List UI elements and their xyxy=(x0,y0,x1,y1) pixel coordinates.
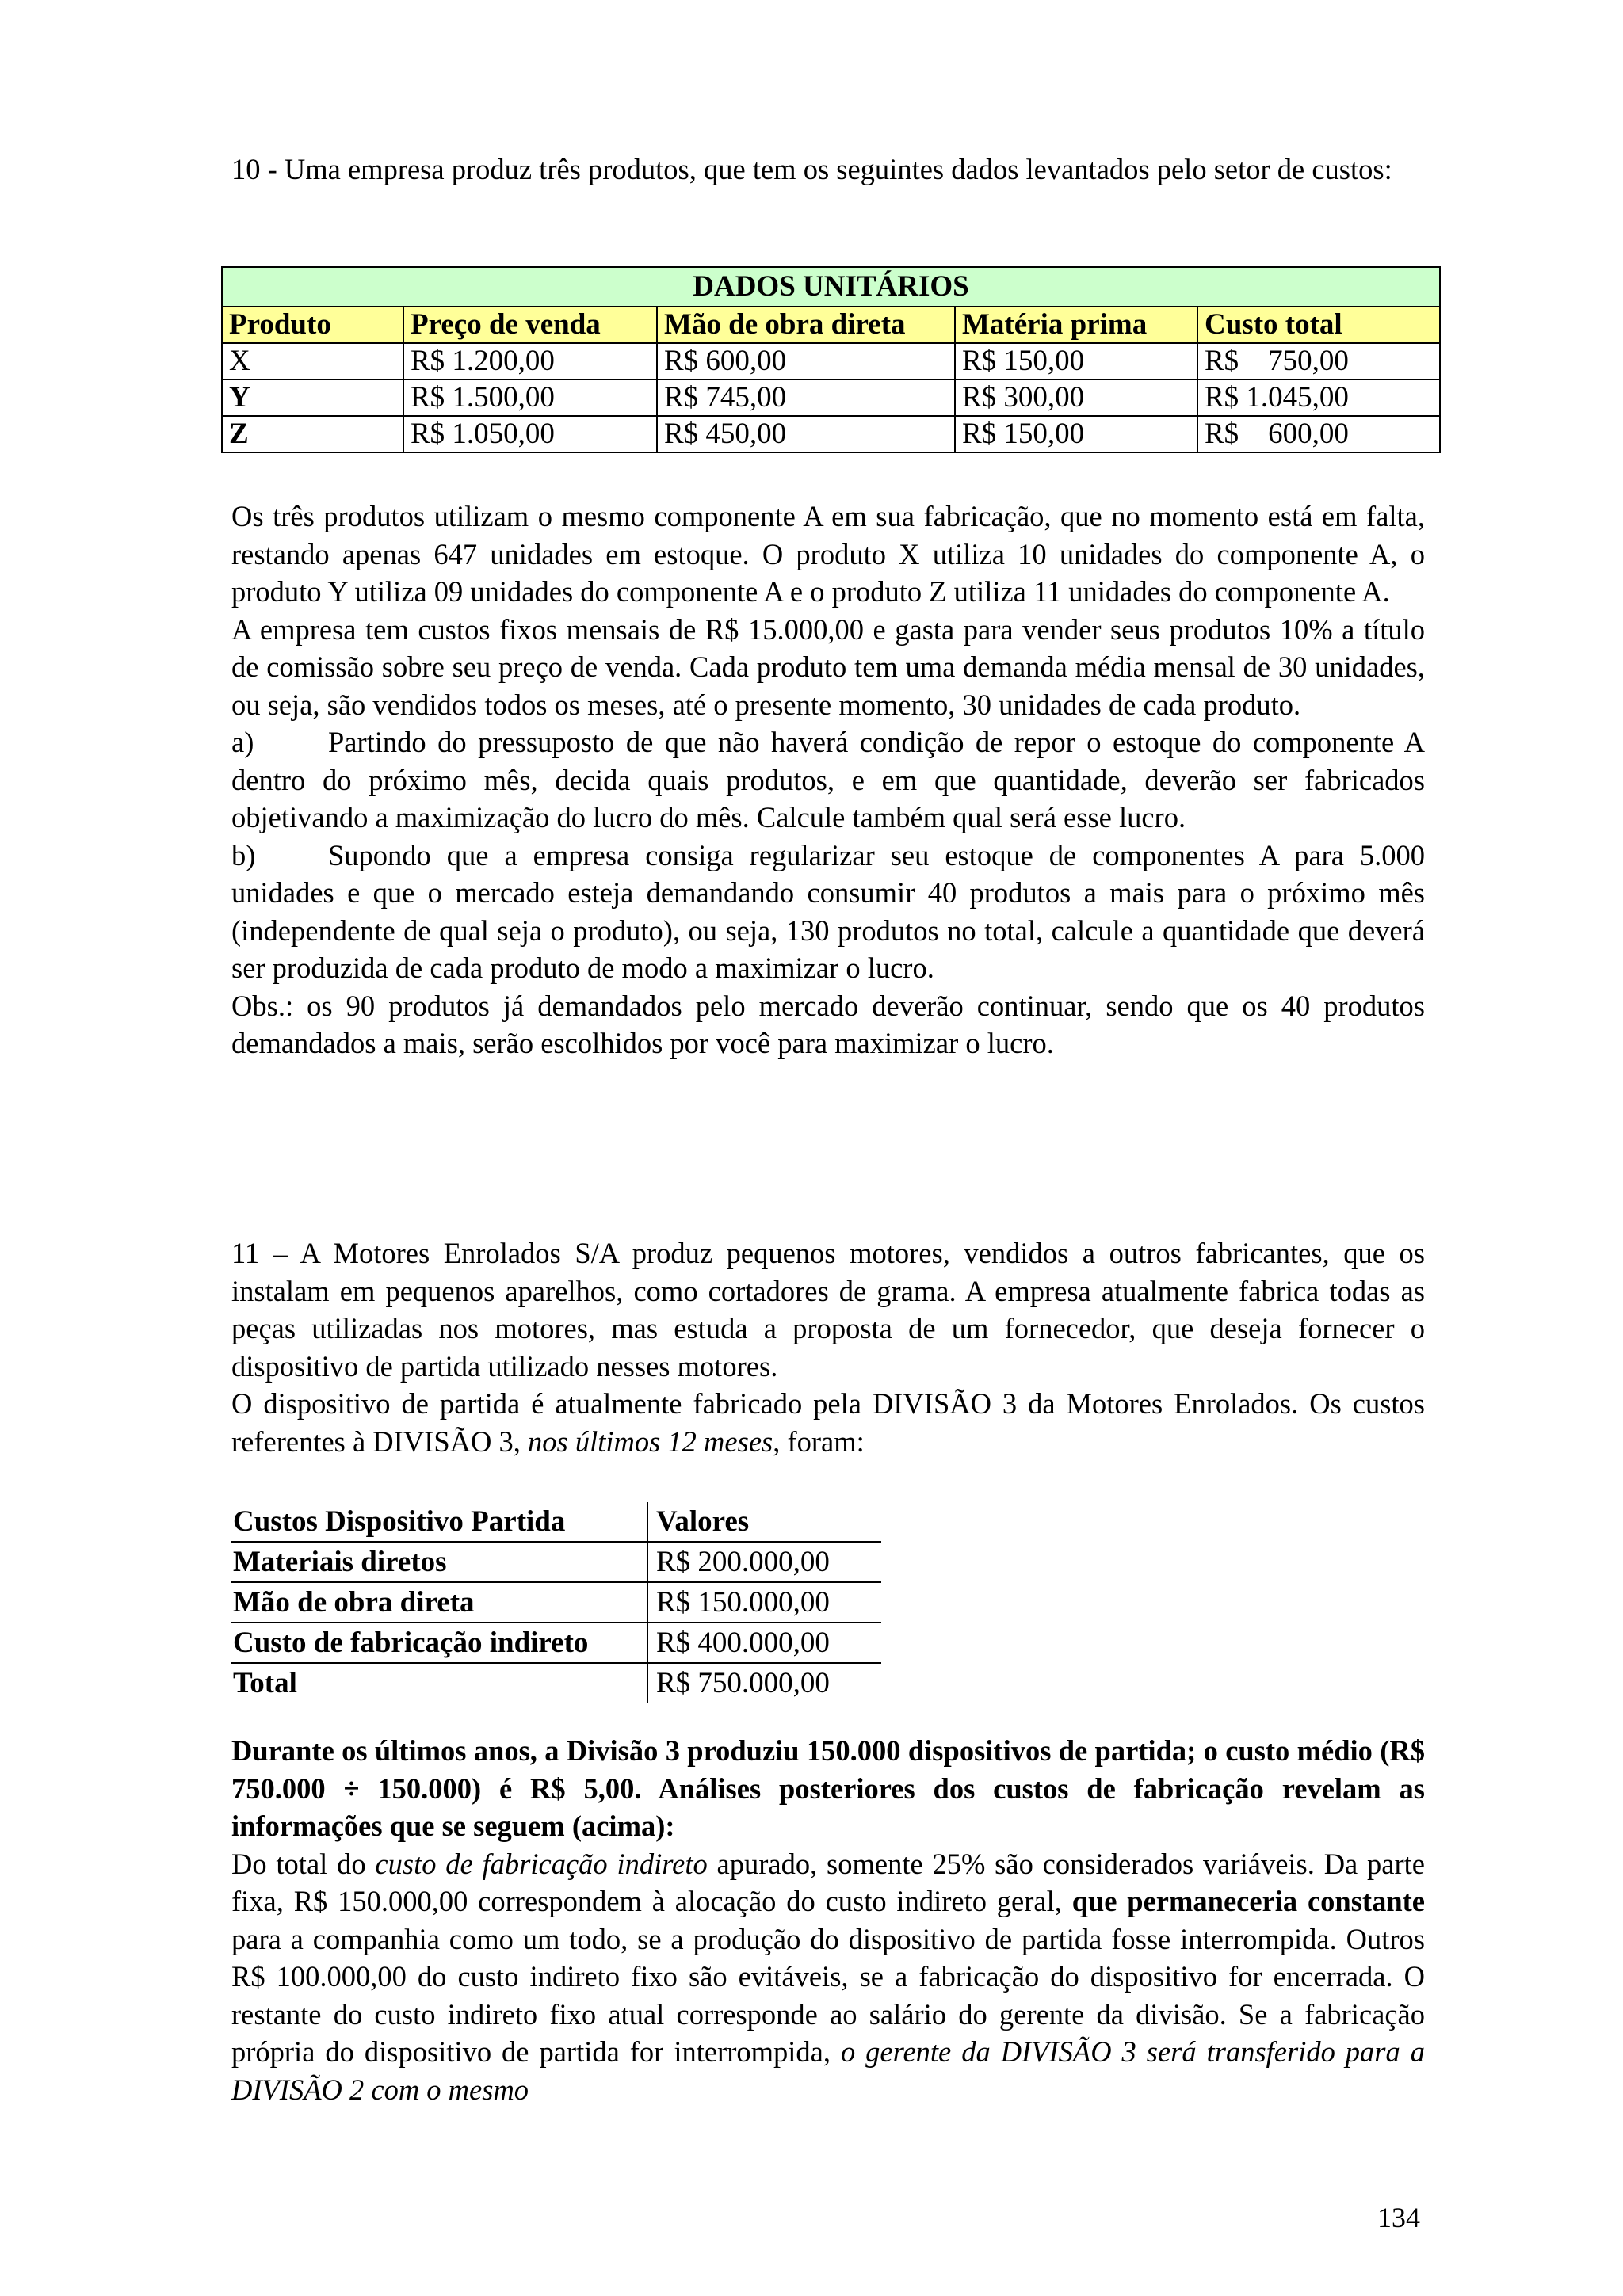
table-row xyxy=(222,379,1440,416)
table-row xyxy=(222,343,1440,379)
row-label: Materiais diretos xyxy=(231,1542,647,1582)
q10-item-a xyxy=(231,723,1425,837)
header-produto: Produto xyxy=(222,307,403,343)
cell-produto: Y xyxy=(222,379,403,416)
cell-produto: X xyxy=(222,343,403,379)
header-preco-venda: Preço de venda xyxy=(403,307,657,343)
q10-item-b xyxy=(231,837,1425,987)
q10-intro-block xyxy=(231,151,1425,189)
q10-intro: 10 - Uma empresa produz três produtos, que tem os seguintes dados levantados pelo setor de custos: xyxy=(231,153,1392,185)
cell: R$ 1.200,00 xyxy=(403,343,657,379)
p3-italic-end: o gerente da DIVISÃO 3 será transferido para a DIVISÃO 2 com o mesmo xyxy=(231,2035,1425,2106)
cell: R$ 150,00 xyxy=(955,343,1197,379)
item-a-label: a) xyxy=(231,726,254,758)
p3-bold: que permaneceria constante xyxy=(1071,1885,1425,1917)
table-title: DADOS UNITÁRIOS xyxy=(222,267,1440,307)
item-a-text: Partindo do pressuposto de que não haverá condição de repor o estoque do componente A dentro do próximo mês, decida quais produtos, e em que quantidade, deverão ser fabricados objetivando a maximização do lucro do mês. Calcule também qual será esse lucro. xyxy=(231,726,1425,833)
q10-body xyxy=(231,498,1425,1062)
table-row xyxy=(231,1582,881,1623)
cell: R$ 1.045,00 xyxy=(1197,379,1440,416)
cell: R$ 1.050,00 xyxy=(403,416,657,452)
row-value: R$ 200.000,00 xyxy=(647,1542,881,1582)
dados-unitarios-table xyxy=(221,266,1441,453)
cell: R$ 745,00 xyxy=(657,379,955,416)
cell-produto: Z xyxy=(222,416,403,452)
header-custo-total: Custo total xyxy=(1197,307,1440,343)
table-row xyxy=(222,416,1440,452)
table-row xyxy=(231,1663,881,1703)
q11-paragraph-1: 11 – A Motores Enrolados S/A produz pequenos motores, vendidos a outros fabricantes, que os instalam em pequenos aparelhos, como cortadores de grama. A empresa atualmente fabrica todas as peças utilizadas nos motores, mas estuda a proposta de um fornecedor, que deseja fornecer o dispositivo de partida utilizado nesses motores. xyxy=(231,1237,1425,1383)
q11-p2-italic: nos últimos 12 meses xyxy=(527,1425,773,1458)
header-custos: Custos Dispositivo Partida xyxy=(231,1502,647,1542)
table-header-row xyxy=(222,307,1440,343)
table-row xyxy=(231,1542,881,1582)
cell: R$ 600,00 xyxy=(657,343,955,379)
row-value: R$ 750.000,00 xyxy=(656,1667,830,1699)
q10-paragraph-1: Os três produtos utilizam o mesmo componente A em sua fabricação, que no momento está em falta, restando apenas 647 unidades em estoque. O produto X utiliza 10 unidades do componente A, o produto Y utiliza 09 unidades do componente A e o produto Z utiliza 11 unidades do componente A. xyxy=(231,500,1425,608)
table-row xyxy=(231,1623,881,1663)
q11-bold-text: Durante os últimos anos, a Divisão 3 produziu 150.000 dispositivos de partida; o custo médio (R$ 750.000 ÷ 150.000) é R$ 5,00. Análises posteriores dos custos de fabricação revelam as informações que se seguem (acima): xyxy=(231,1734,1425,1842)
header-mao-obra: Mão de obra direta xyxy=(657,307,955,343)
row-label: Total xyxy=(231,1663,647,1703)
q11-body xyxy=(231,1732,1425,2108)
cell: R$ 450,00 xyxy=(657,416,955,452)
q11-paragraph-3 xyxy=(231,1845,1425,2109)
q10-paragraph-2: A empresa tem custos fixos mensais de R$ 15.000,00 e gasta para vender seus produtos 10% a título de comissão sobre seu preço de venda. Cada produto tem uma demanda média mensal de 30 unidades, ou seja, são vendidos todos os meses, até o presente momento, 30 unidades de cada produto. xyxy=(231,612,1425,721)
page-number: 134 xyxy=(1377,2202,1420,2233)
header-materia-prima: Matéria prima xyxy=(955,307,1197,343)
item-b-label: b) xyxy=(231,838,256,871)
p3-c: apurado, somente 25% são considerados variáveis. Da parte fixa, R$ 150.000,00 correspondem à alocação do custo indireto geral, xyxy=(231,1847,1426,1917)
q11-p2-text: O dispositivo de partida é atualmente fabricado pela DIVISÃO 3 da Motores Enrolados. Os custos referentes à DIVISÃO 3, xyxy=(231,1387,1425,1458)
row-label: Mão de obra direta xyxy=(231,1582,647,1623)
p3-e: para a companhia como um todo, se a produção do dispositivo de partida fosse interrompida. Outros R$ 100.000,00 do custo indireto fixo são evitáveis, se a fabricação do dispositivo for encerrada. O restante do custo indireto fixo atual corresponde ao salário do gerente da divisão. Se a fabricação própria do dispositivo de partida for interrompida, xyxy=(231,1922,1425,2068)
p3-a: Do total do xyxy=(231,1847,376,1880)
p3-italic: custo de fabricação indireto xyxy=(375,1847,708,1880)
cell: R$ 150,00 xyxy=(955,416,1197,452)
row-value: R$ 400.000,00 xyxy=(647,1623,881,1663)
cell: R$ 1.500,00 xyxy=(403,379,657,416)
item-b-text: Supondo que a empresa consiga regularizar seu estoque de componentes A para 5.000 unidades e que o mercado esteja demandando consumir 40 produtos a mais para o próximo mês (independente de qual seja o produto), ou seja, 130 produtos no total, calcule a quantidade que deverá ser produzida de cada produto de modo a maximizar o lucro. xyxy=(231,838,1425,984)
q11-p2-end: , foram: xyxy=(773,1425,865,1458)
custos-dispositivo-table xyxy=(231,1502,881,1703)
q11-bold-paragraph xyxy=(231,1732,1425,1845)
row-value: R$ 150.000,00 xyxy=(647,1582,881,1623)
header-valores: Valores xyxy=(647,1502,881,1542)
q11-paragraph-2 xyxy=(231,1385,1425,1460)
q10-obs: Obs.: os 90 produtos já demandados pelo mercado deverão continuar, sendo que os 40 produtos demandados a mais, serão escolhidos por você para maximizar o lucro. xyxy=(231,989,1425,1059)
q11-intro xyxy=(231,1234,1425,1460)
cell: R$ 600,00 xyxy=(1197,416,1440,452)
cell: R$ 300,00 xyxy=(955,379,1197,416)
cell: R$ 750,00 xyxy=(1197,343,1440,379)
table-header-row xyxy=(231,1502,881,1542)
row-label: Custo de fabricação indireto xyxy=(231,1623,647,1663)
